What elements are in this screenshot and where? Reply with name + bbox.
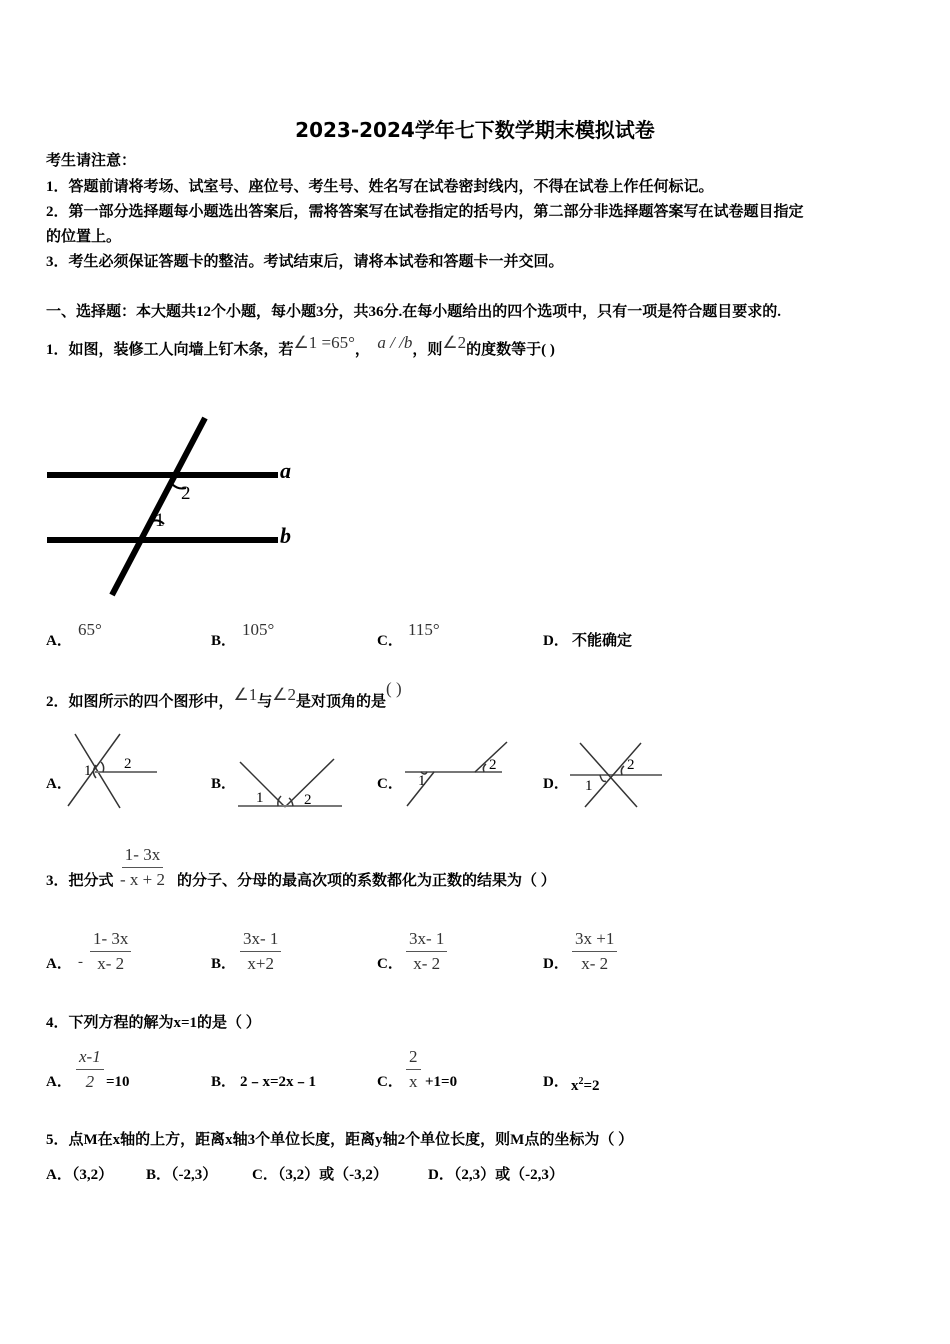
notice-heading: 考生请注意： — [46, 153, 137, 169]
angle-2-label: 2 — [181, 483, 191, 504]
numerator: 1- 3x — [90, 929, 131, 952]
numerator: 2 — [406, 1047, 421, 1070]
option-value: （3,2）或（-3,2） — [277, 1167, 388, 1183]
option-value: （3,2） — [71, 1167, 114, 1183]
angle-1-label: 1 — [418, 773, 426, 789]
option-b-label: B． — [211, 776, 237, 792]
option-b-fraction — [240, 929, 281, 974]
stem-text: 是对顶角的是 — [296, 694, 387, 710]
section-heading: 一、选择题：本大题共12个小题，每小题3分，共36分.在每小题给出的四个选项中，只有一项是符合题目要求的. — [46, 304, 782, 320]
stem-text: 与 — [257, 694, 273, 710]
option-b-value: 2﹣x=2x﹣1 — [240, 1074, 317, 1090]
option-c-label: C． — [377, 1074, 403, 1090]
angle-2-label: 2 — [124, 756, 132, 772]
option-a — [46, 1166, 113, 1184]
option-c-rest: +1=0 — [425, 1074, 458, 1090]
numerator: x-1 — [76, 1047, 104, 1070]
angle-2-label: 2 — [304, 792, 312, 808]
angle-1-label: 1 — [585, 778, 593, 794]
option-label: A． — [46, 1167, 72, 1183]
numerator: 3x +1 — [572, 929, 617, 952]
option-d-label: D． — [543, 776, 569, 792]
option-c-value: 115° — [408, 620, 440, 639]
stem-text: ，则 — [412, 342, 443, 358]
line-b-label: b — [280, 523, 291, 548]
option-c — [252, 1166, 388, 1184]
denominator: x+2 — [247, 954, 274, 973]
notice-item: 3．考生必须保证答题卡的整洁。考试结束后，请将本试卷和答题卡一并交回。 — [46, 254, 564, 270]
numerator: 1- 3x — [122, 845, 163, 868]
question-5-stem: 5．点M在x轴的上方，距离x轴3个单位长度，距离y轴2个单位长度，则M点的坐标为（ ） — [46, 1132, 634, 1148]
denominator: x- 2 — [413, 954, 441, 973]
denominator: x- 2 — [97, 954, 125, 973]
option-c-fraction — [406, 929, 447, 974]
option-value: （-2,3） — [171, 1167, 218, 1183]
math-angle1: ∠1 =65° — [293, 333, 355, 352]
option-a-sign: - — [78, 954, 83, 970]
page-title: 2023-2024学年七下数学期末模拟试卷 — [295, 118, 655, 142]
option-d-label: D． — [543, 956, 569, 972]
math-angle2: ∠2 — [442, 333, 467, 352]
denominator: x — [409, 1072, 418, 1091]
stem-text: ， — [354, 342, 370, 358]
numerator: 3x- 1 — [406, 929, 447, 952]
math-angle2: ∠2 — [272, 685, 297, 704]
option-c-fraction — [406, 1047, 421, 1092]
stem-text: 1．如图，装修工人向墙上钉木条，若 — [46, 342, 294, 358]
option-d-value — [571, 1073, 600, 1095]
notice-item: 1．答题前请将考场、试室号、座位号、考生号、姓名写在试卷密封线内，不得在试卷上作任何标记。 — [46, 179, 714, 195]
option-d — [428, 1166, 564, 1184]
option-c-label: C． — [377, 956, 403, 972]
stem-text: 的度数等于( ) — [466, 342, 555, 358]
math-angle1: ∠1 — [233, 685, 258, 704]
angle-1-label: 1 — [256, 790, 264, 806]
option-a-label: A． — [46, 1074, 72, 1090]
answer-paren: ( ) — [386, 679, 402, 698]
line-a-label: a — [280, 458, 291, 483]
option-b-value: 105° — [242, 620, 275, 639]
option-a-fraction — [76, 1047, 104, 1092]
option-d-value: 不能确定 — [572, 633, 633, 649]
question-4-stem: 4．下列方程的解为x=1的是（ ） — [46, 1015, 261, 1031]
option-label: D． — [428, 1167, 454, 1183]
option-d-label: D． — [543, 633, 569, 649]
denominator: x- 2 — [581, 954, 609, 973]
option-d-label: D． — [543, 1074, 569, 1090]
option-b — [146, 1166, 217, 1184]
notice-item: 的位置上。 — [46, 229, 122, 245]
option-d-fraction — [572, 929, 617, 974]
rest: =2 — [583, 1078, 600, 1094]
question-3-stem-a: 3．把分式 — [46, 873, 114, 889]
exponent: 2 — [578, 1076, 584, 1087]
base: x — [571, 1078, 579, 1094]
option-b-label: B． — [211, 1074, 237, 1090]
question-3-fraction — [120, 845, 165, 890]
option-label: C． — [252, 1167, 278, 1183]
notice-item: 2．第一部分选择题每小题选出答案后，需将答案写在试卷指定的括号内，第二部分非选择题答案写在试卷题目指定 — [46, 204, 804, 220]
angle-1-label: 1 — [84, 763, 92, 779]
stem-text: 2．如图所示的四个图形中， — [46, 694, 234, 710]
math-parallel: a / /b — [377, 333, 413, 352]
option-b-label: B． — [211, 956, 237, 972]
numerator: 3x- 1 — [240, 929, 281, 952]
option-c-label: C． — [377, 776, 403, 792]
angle-2-label: 2 — [489, 757, 497, 773]
option-a-label: A． — [46, 956, 72, 972]
denominator: - x + 2 — [120, 870, 165, 889]
question-3-stem-b: 的分子、分母的最高次项的系数都化为正数的结果为（ ） — [177, 873, 556, 889]
option-a-label: A． — [46, 776, 72, 792]
angle-1-label: 1 — [155, 510, 165, 531]
option-label: B． — [146, 1167, 172, 1183]
option-a-fraction — [90, 929, 131, 974]
angle-2-label: 2 — [627, 757, 635, 773]
option-a-rest: =10 — [106, 1074, 130, 1090]
option-b-label: B． — [211, 633, 237, 649]
option-a-value: 65° — [78, 620, 102, 639]
option-value: （2,3）或（-2,3） — [453, 1167, 564, 1183]
option-c-label: C． — [377, 633, 403, 649]
option-a-label: A． — [46, 633, 72, 649]
denominator: 2 — [85, 1072, 95, 1091]
